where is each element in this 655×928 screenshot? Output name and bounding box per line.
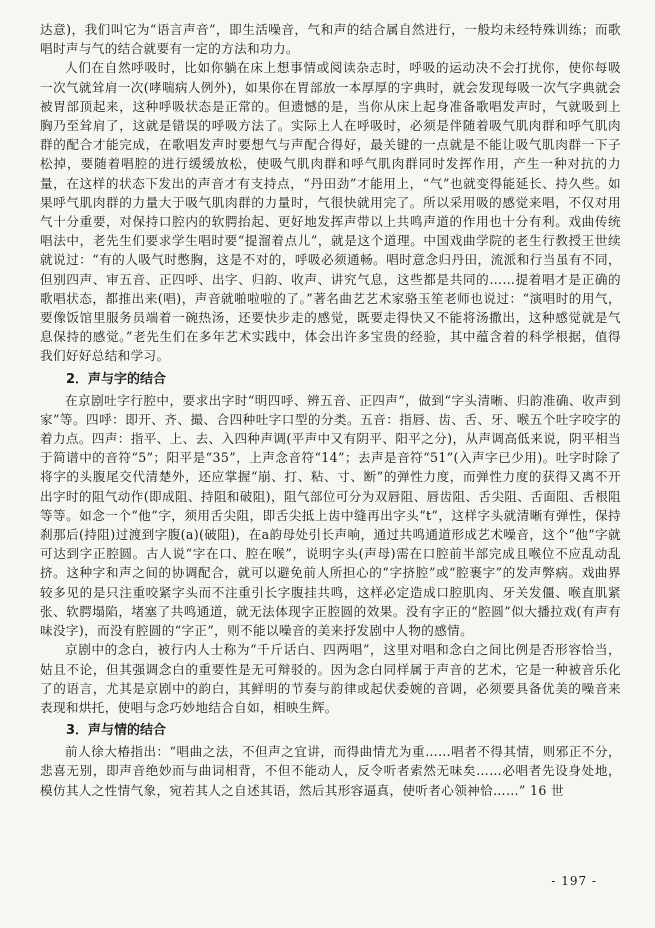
section-heading-sound-and-word: 2．声与字的结合 <box>66 371 167 387</box>
paragraph-recitation: 京剧中的念白，被行内人士称为“千斤话白、四两唱”，这里对唱和念白之间比例是否形容恰当，姑且不论，但其强调念白的重要性是无可辩驳的。因为念白同样属于声音的艺术，它是一种被音乐化了的语言，尤其是京剧中的韵白，其鲜明的节奏与韵律或起伏委婉的音调，必须要具备优美的噪音来表现和烘托，使唱与念巧妙地结合自如，相映生辉。 <box>40 642 621 715</box>
paragraph-breathing: 人们在自然呼吸时，比如你躺在床上想事情或阅读杂志时，呼吸的运动决不会打扰你，使你每吸一次气就耸肩一次(哮喘病人例外)，如果你在胃部放一本厚厚的字典时，就会发现每吸一次气字典就会被胃部顶起来，这种呼吸状态是正常的。但遗憾的是，当你从床上起身准备歌唱发声时，气就吸到上胸乃至耸肩了，这就是错误的呼吸方法了。实际上人在呼吸时，必须是伴随着吸气肌肉群和呼气肌肉群的配合才能完成，在歌唱发声时要想气与声配合得好，最关键的一点就是不能让吸气肌肉群一下子松掉，要随着唱腔的进行缓缓放松，使吸气肌肉群和呼气肌肉群同时发挥作用，产生一种对抗的力量，在这样的状态下发出的声音才有支持点，“丹田劲”才能用上，“气”也就变得能延长、持久些。如果呼气肌肉群的力量大于吸气肌肉群的力量时，气很快就用完了。所以采用吸的感觉来唱，不仅对用气十分重要，对保持口腔内的软腭抬起、更好地发挥声带以上共鸣声道的作用也十分有利。戏曲传统唱法中，老先生们要求学生唱时要“提溜着点儿”，就是这个道理。中国戏曲学院的老生行教授王世续就说过：“有的人吸气时憋胸，这是不对的，呼吸必须通畅。唱时意念归丹田，流派和行当虽有不同，但别四声、审五音、正四呼、出字、归韵、收声、讲究气息，这些都是共同的……提着唱才是正确的歌唱状态，都推出来(唱)，声音就啪啦啦的了。”著名曲艺艺术家骆玉笙老师也说过：“演唱时的用气，要像饭馆里服务员端着一碗热汤，还要快步走的感觉，既要走得快又不能将汤撒出，这种感觉就是气息保持的感觉。”老先生们在多年艺术实践中，体会出许多宝贵的经验，其中蕴含着的科学根据，值得我们好好总结和学习。 <box>40 60 621 364</box>
page-content <box>40 20 621 800</box>
paragraph-continuation: 达意)，我们叫它为“语言声音”，即生活噪音，气和声的结合属自然进行，一般均未经特殊训练；而歌唱时声与气的结合就要有一定的方法和功力。 <box>40 22 621 57</box>
page-number: - 197 - <box>551 874 597 888</box>
paragraph-emotion: 前人徐大椿指出：“唱曲之法，不但声之宜讲，而得曲情尤为重……唱者不得其情，则邪正不分，悲喜无别，即声音绝妙而与曲词相背，不但不能动人，反令听者索然无味矣……必唱者先设身处地，模仿其人之性情气象，宛若其人之自述其语，然后其形容逼真，使听者心领神恰……” 16 世 <box>40 744 621 798</box>
section-heading-sound-and-emotion: 3．声与情的结合 <box>66 723 167 739</box>
paragraph-articulation: 在京剧吐字行腔中，要求出字时“明四呼、辨五音、正四声”，做到“字头清晰、归韵准确、收声到家”等。四呼：即开、齐、撮、合四种吐字口型的分类。五音：指唇、齿、舌、牙、喉五个吐字咬字的着力点。四声：指平、上、去、入四种声调(平声中又有阴平、阳平之分)，从声调高低来说，阴平相当于简谱中的音符“5”；阳平是“35”，上声念音符“14”；去声是音符“51”(入声字已少用)。吐字时除了将字的头腹尾交代清楚外，还应掌握“崩、打、粘、寸、断”的弹性力度，而弹性力度的获得又离不开出字时的阻气动作(即成阻、持阻和破阻)，阻气部位可分为双唇阻、唇齿阻、舌尖阻、舌面阻、舌根阻等等。如念一个“他”字，须用舌尖阻，即舌尖抵上齿中缝再出字头“t”，这样字头就清晰有弹性，保持刹那后(持阻)过渡到字腹(a)(破阻)，在a韵母处引长声响，通过共鸣通道形成艺术噪音，这个“他”字就可达到字正腔圆。古人说“字在口、腔在喉”，说明字头(声母)需在口腔前半部完成且喉位不应乱动乱挤。这种字和声之间的协调配合，就可以避免前人所担心的“字挤腔”或“腔裹字”的发声弊病。戏曲界较多见的是只注重咬紧字头而不注重引长字腹挂共鸣，这样必定造成口腔肌肉、牙关发僵、喉直肌紧张、软腭塌陷，堵塞了共鸣通道，就无法体现字正腔圆的效果。没有字正的“腔圆”似大播拉戏(有声有味没字)，而没有腔圆的“字正”，则不能以噪音的美来抒发剧中人物的感情。 <box>40 392 621 639</box>
